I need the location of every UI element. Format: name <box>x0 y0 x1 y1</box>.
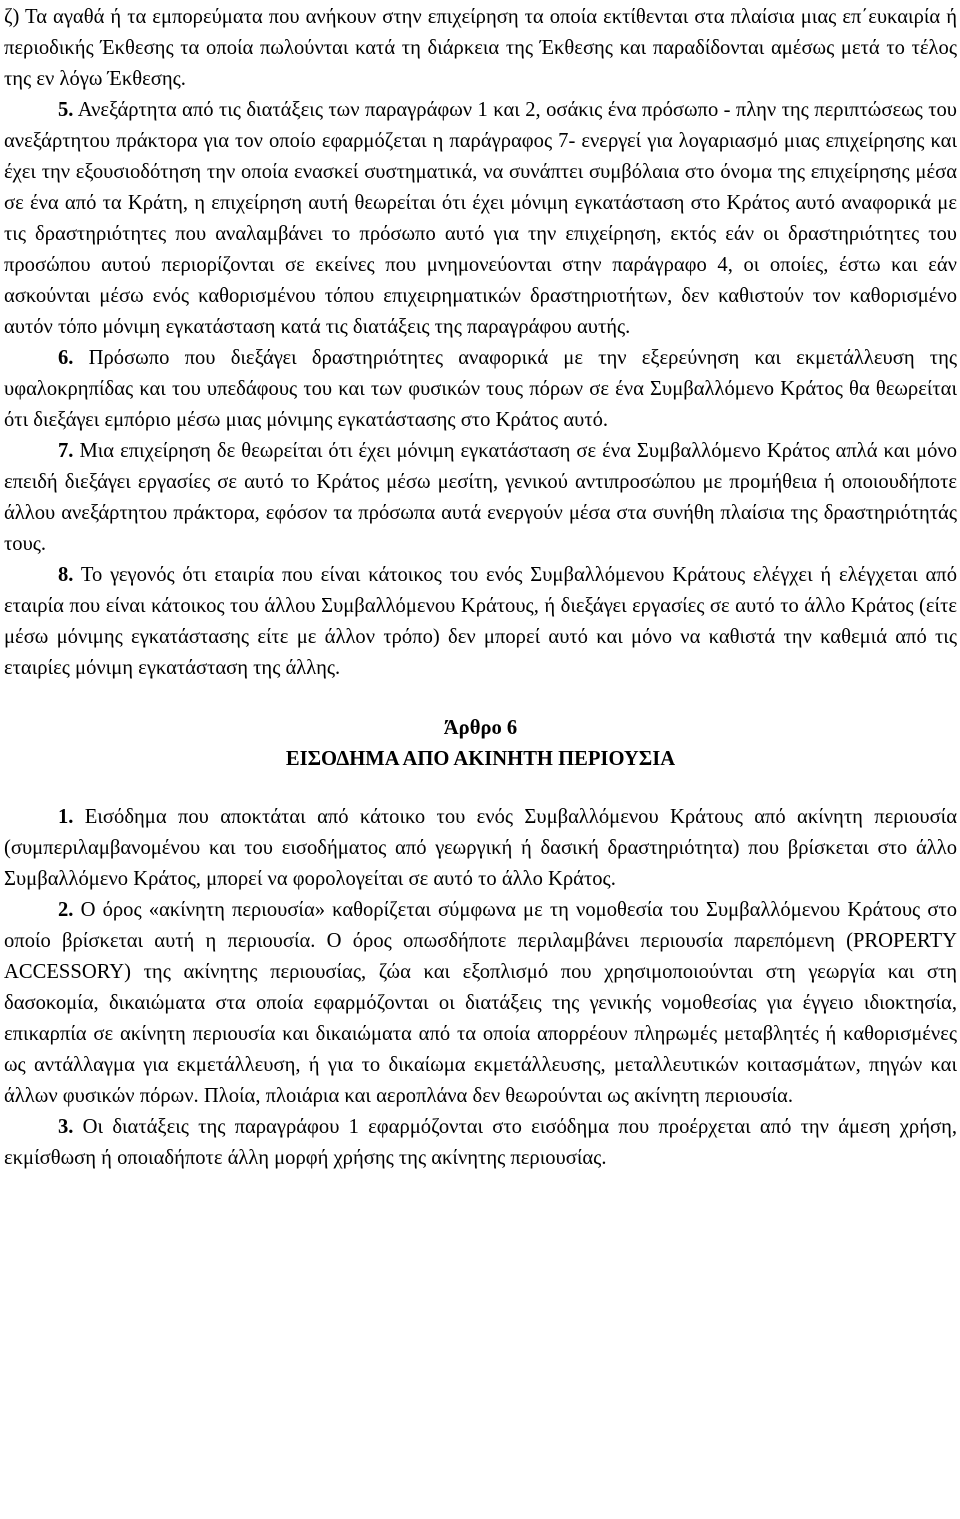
paragraph-text: Ο όρος «ακίνητη περιουσία» καθορίζεται σύμφωνα με τη νομοθεσία του Συμβαλλόμενου Κράτους στο οποίο βρίσκεται αυτή η περιουσία. Ο όρος οπωσδήποτε περιλαμβάνει περιουσία παρεπόμενη (PROPERTY ACCESSORY) της ακίνητης περιουσίας, ζώα και εξοπλισμό που χρησιμοποιούνται στη γεωργία και στη δασοκομία, δικαιώματα στα οποία εφαρμόζονται οι διατάξεις της γενικής νομοθεσίας για έγγειο ιδιοκτησία, επικαρπία σε ακίνητη περιουσία και δικαιώματα από τα οποία απορρέουν πληρωμές μεταβλητές ή καθορισμένες ως αντάλλαγμα για εκμετάλλευση, ή για το δικαίωμα εκμετάλλευσης, μεταλλευτικών κοιτασμάτων, πηγών και άλλων φυσικών πόρων. Πλοία, πλοιάρια και αεροπλάνα δεν θεωρούνται ως ακίνητη περιουσία. <box>4 899 957 1107</box>
paragraph-number: 1. <box>58 806 74 828</box>
paragraph-6 <box>4 343 957 436</box>
paragraph-8 <box>4 560 957 684</box>
article-6-paragraph-1 <box>4 802 957 895</box>
paragraph-number: 7. <box>58 440 74 462</box>
paragraph-text: ζ) Τα αγαθά ή τα εμπορεύματα που ανήκουν στην επιχείρηση τα οποία εκτίθενται στα πλαίσια μιας επ΄ευκαιρία ή περιοδικής Έκθεσης τα οποία πωλούνται κατά τη διάρκεια της Έκθεσης και παραδίδονται αμέσως μετά το τέλος της εν λόγω Έκθεσης. <box>4 6 957 90</box>
paragraph-number: 5. <box>58 99 74 121</box>
paragraph-zeta <box>4 2 957 95</box>
paragraph-7 <box>4 436 957 560</box>
paragraph-text: Οι διατάξεις της παραγράφου 1 εφαρμόζονται στο εισόδημα που προέρχεται από την άμεση χρήση, εκμίσθωση ή οποιαδήποτε άλλη μορφή χρήσης της ακίνητης περιουσίας. <box>4 1116 957 1169</box>
paragraph-text: Ανεξάρτητα από τις διατάξεις των παραγράφων 1 και 2, οσάκις ένα πρόσωπο - πλην της περιπτώσεως του ανεξάρτητου πράκτορα για τον οποίο εφαρμόζεται η παράγραφος 7- ενεργεί για λογαριασμό μιας επιχείρησης και έχει την εξουσιοδότηση την οποία ενασκεί συστηματικά, να συνάπτει συμβόλαια στο όνομα της επιχείρησης μέσα σε ένα από τα Κράτη, η επιχείρηση αυτή θεωρείται ότι έχει μόνιμη εγκατάσταση στο Κράτος αυτό αναφορικά με τις δραστηριότητες που αναλαμβάνει το πρόσωπο αυτό για την επιχείρηση, εκτός εάν οι δραστηριότητες του προσώπου αυτού περιορίζονται σε εκείνες που μνημονεύονται στην παράγραφο 4, οι οποίες, έστω και εάν ασκούνται μέσω ενός καθορισμένου τόπου επιχειρηματικών δραστηριοτήτων, δεν καθιστούν τον καθορισμένο αυτόν τόπο μόνιμη εγκατάσταση κατά τις διατάξεις της παραγράφου αυτής. <box>4 99 957 338</box>
paragraph-text: Μια επιχείρηση δε θεωρείται ότι έχει μόνιμη εγκατάσταση σε ένα Συμβαλλόμενο Κράτος απλά και μόνο επειδή διεξάγει εργασίες σε αυτό το Κράτος μέσω μεσίτη, γενικού αντιπροσώπου με προμήθεια ή οποιουδήποτε άλλου ανεξάρτητου πράκτορα, εφόσον τα πρόσωπα αυτά ενεργούν μέσα στα συνήθη πλαίσια της δραστηριότητάς τους. <box>4 440 957 555</box>
paragraph-number: 6. <box>58 347 74 369</box>
paragraph-text: Το γεγονός ότι εταιρία που είναι κάτοικος του ενός Συμβαλλόμενου Κράτους ελέγχει ή ελέγχεται από εταιρία που είναι κάτοικος του άλλου Συμβαλλόμενου Κράτους, ή διεξάγει εργασίες σε αυτό το άλλο Κράτος (είτε μέσω μόνιμης εγκατάστασης είτε με άλλον τρόπο) δεν μπορεί αυτό και μόνο να καθιστά την καθεμιά από τις εταιρίες μόνιμη εγκατάσταση της άλλης. <box>4 564 957 679</box>
paragraph-number: 2. <box>58 899 74 921</box>
paragraph-number: 3. <box>58 1116 74 1138</box>
article-title: ΕΙΣΟΔΗΜΑ ΑΠΟ ΑΚΙΝΗΤΗ ΠΕΡΙΟΥΣΙΑ <box>285 748 676 770</box>
paragraph-text: Εισόδημα που αποκτάται από κάτοικο του ενός Συμβαλλόμενου Κράτους από ακίνητη περιουσία (συμπεριλαμβανομένου και του εισοδήματος από γεωργική ή δασική δραστηριότητα) που βρίσκεται στο άλλο Συμβαλλόμενο Κράτος, μπορεί να φορολογείται σε αυτό το άλλο Κράτος. <box>4 806 957 890</box>
paragraph-number: 8. <box>58 564 74 586</box>
article-6-paragraph-2 <box>4 895 957 1112</box>
paragraph-text: Πρόσωπο που διεξάγει δραστηριότητες αναφορικά με την εξερεύνηση και εκμετάλλευση της υφαλοκρηπίδας και του υπεδάφους του και των φυσικών τους πόρων σε ένα Συμβαλλόμενο Κράτος θα θεωρείται ότι διεξάγει εμπόριο μέσω μιας μόνιμης εγκατάστασης στο Κράτος αυτό. <box>4 347 957 431</box>
article-6-paragraph-3 <box>4 1112 957 1174</box>
article-number: Άρθρο 6 <box>443 717 518 739</box>
paragraph-5 <box>4 95 957 343</box>
